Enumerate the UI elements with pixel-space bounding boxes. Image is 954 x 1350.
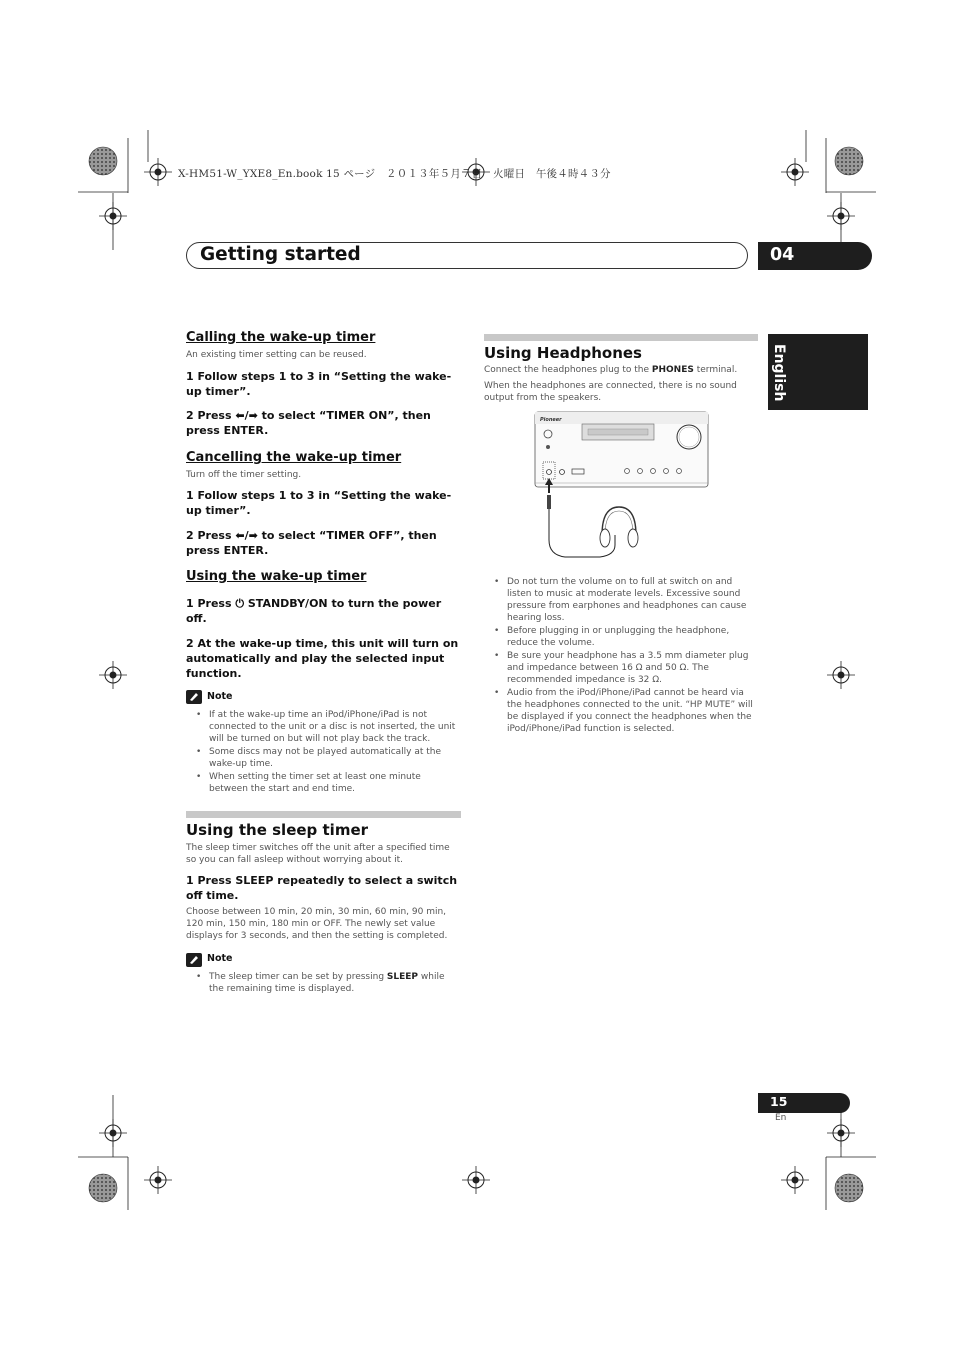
corner-target-bl — [89, 1174, 117, 1202]
cancelling-desc: Turn off the timer setting. — [186, 470, 302, 480]
page-language: En — [775, 1113, 787, 1123]
headphones-desc-1 — [484, 364, 758, 376]
sleep-notes — [186, 971, 462, 996]
cancelling-step-1: 1 Follow steps 1 to 3 in “Setting the wake-up timer”. — [186, 489, 452, 517]
svg-text:Pioneer: Pioneer — [540, 417, 562, 423]
calling-step-2: 2 Press ⬅/➡ to select “TIMER ON”, then press ENTER. — [186, 409, 431, 437]
headphones-desc-text: Connect the headphones plug to the — [484, 365, 652, 375]
page-number: 15 — [770, 1094, 788, 1109]
sleep-note-text: The sleep timer can be set by pressing — [209, 972, 387, 982]
phones-terminal-label: PHONES — [651, 365, 694, 375]
headphones-bullet: • Be sure your headphone has a 3.5 mm diameter plug and impedance between 16 Ω and 50 Ω. The recommended impedance is 32 Ω. — [484, 650, 758, 686]
cancelling-step-2: 2 Press ⬅/➡ to select “TIMER OFF”, then press ENTER. — [186, 529, 437, 557]
sleep-heading: Using the sleep timer — [186, 821, 369, 839]
wakeup-note: • Some discs may not be played automatically at the wake-up time. — [186, 746, 462, 770]
using-wakeup-heading: Using the wake-up timer — [186, 569, 367, 584]
calling-step-1: 1 Follow steps 1 to 3 in “Setting the wake-up timer”. — [186, 370, 452, 398]
headphones-heading: Using Headphones — [484, 344, 642, 362]
section-bar — [186, 811, 461, 818]
note-icon — [186, 952, 202, 966]
note-icon — [186, 689, 202, 703]
sleep-step-desc: Choose between 10 min, 20 min, 30 min, 60 min, 90 min, 120 min, 150 min, 180 min or OFF. The newly set value displays for 3 seconds, and then the setting is completed. — [186, 907, 448, 941]
corner-target-br — [835, 1174, 863, 1202]
headphones-bullets — [484, 576, 758, 736]
corner-target-tr — [835, 147, 863, 175]
calling-desc: An existing timer setting can be reused. — [186, 350, 367, 360]
using-wakeup-step-2: 2 At the wake-up time, this unit will turn on automatically and play the selected input function. — [186, 637, 459, 680]
calling-heading: Calling the wake-up timer — [186, 330, 376, 345]
sleep-desc: The sleep timer switches off the unit after a specified time so you can fall asleep without worrying about it. — [186, 843, 450, 865]
cancelling-heading: Cancelling the wake-up timer — [186, 450, 402, 465]
section-bar — [484, 334, 758, 341]
chapter-number: 04 — [770, 245, 795, 265]
sleep-step-1: 1 Press SLEEP repeatedly to select a switch off time. — [186, 874, 458, 902]
note-label: Note — [207, 691, 233, 702]
headphones-desc-text: terminal. — [693, 365, 738, 375]
wakeup-notes — [186, 709, 462, 796]
headphones-connection-illustration — [520, 405, 720, 573]
headphones-bullet: • Do not turn the volume on to full at switch on and listen to music at moderate levels. Excessive sound pressure from earphones and headphones can cause hearing loss. — [484, 576, 758, 624]
corner-target-tl — [89, 147, 117, 175]
wakeup-note: • When setting the timer set at least one minute between the start and end time. — [186, 771, 462, 795]
page-title: Getting started — [200, 244, 361, 265]
using-wakeup-step-1: 1 Press ⏻ STANDBY/ON to turn the power off. — [186, 597, 442, 625]
headphones-desc-2: When the headphones are connected, there is no sound output from the speakers. — [484, 381, 737, 403]
wakeup-note: • If at the wake-up time an iPod/iPhone/iPad is not connected to the unit or a disc is not inserted, the unit will be turned on but will not play back the track. — [186, 709, 462, 745]
print-header: X-HM51-W_YXE8_En.book 15 ページ ２０１３年５月７日 火曜日 午後４時４３分 — [178, 168, 611, 180]
sleep-note — [186, 971, 462, 995]
language-tab-label: English — [771, 344, 787, 402]
headphones-bullet: • Audio from the iPod/iPhone/iPad cannot be heard via the headphones connected to the unit. “HP MUTE” will be displayed if you connect the headphones when the iPod/iPhone/iPad function is selected. — [484, 687, 758, 735]
sleep-note-bold: SLEEP — [386, 972, 419, 982]
headphones-bullet: • Before plugging in or unplugging the headphone, reduce the volume. — [484, 625, 758, 649]
note-label: Note — [207, 953, 233, 964]
sleep-note-text: while the remaining time is displayed. — [209, 972, 445, 994]
